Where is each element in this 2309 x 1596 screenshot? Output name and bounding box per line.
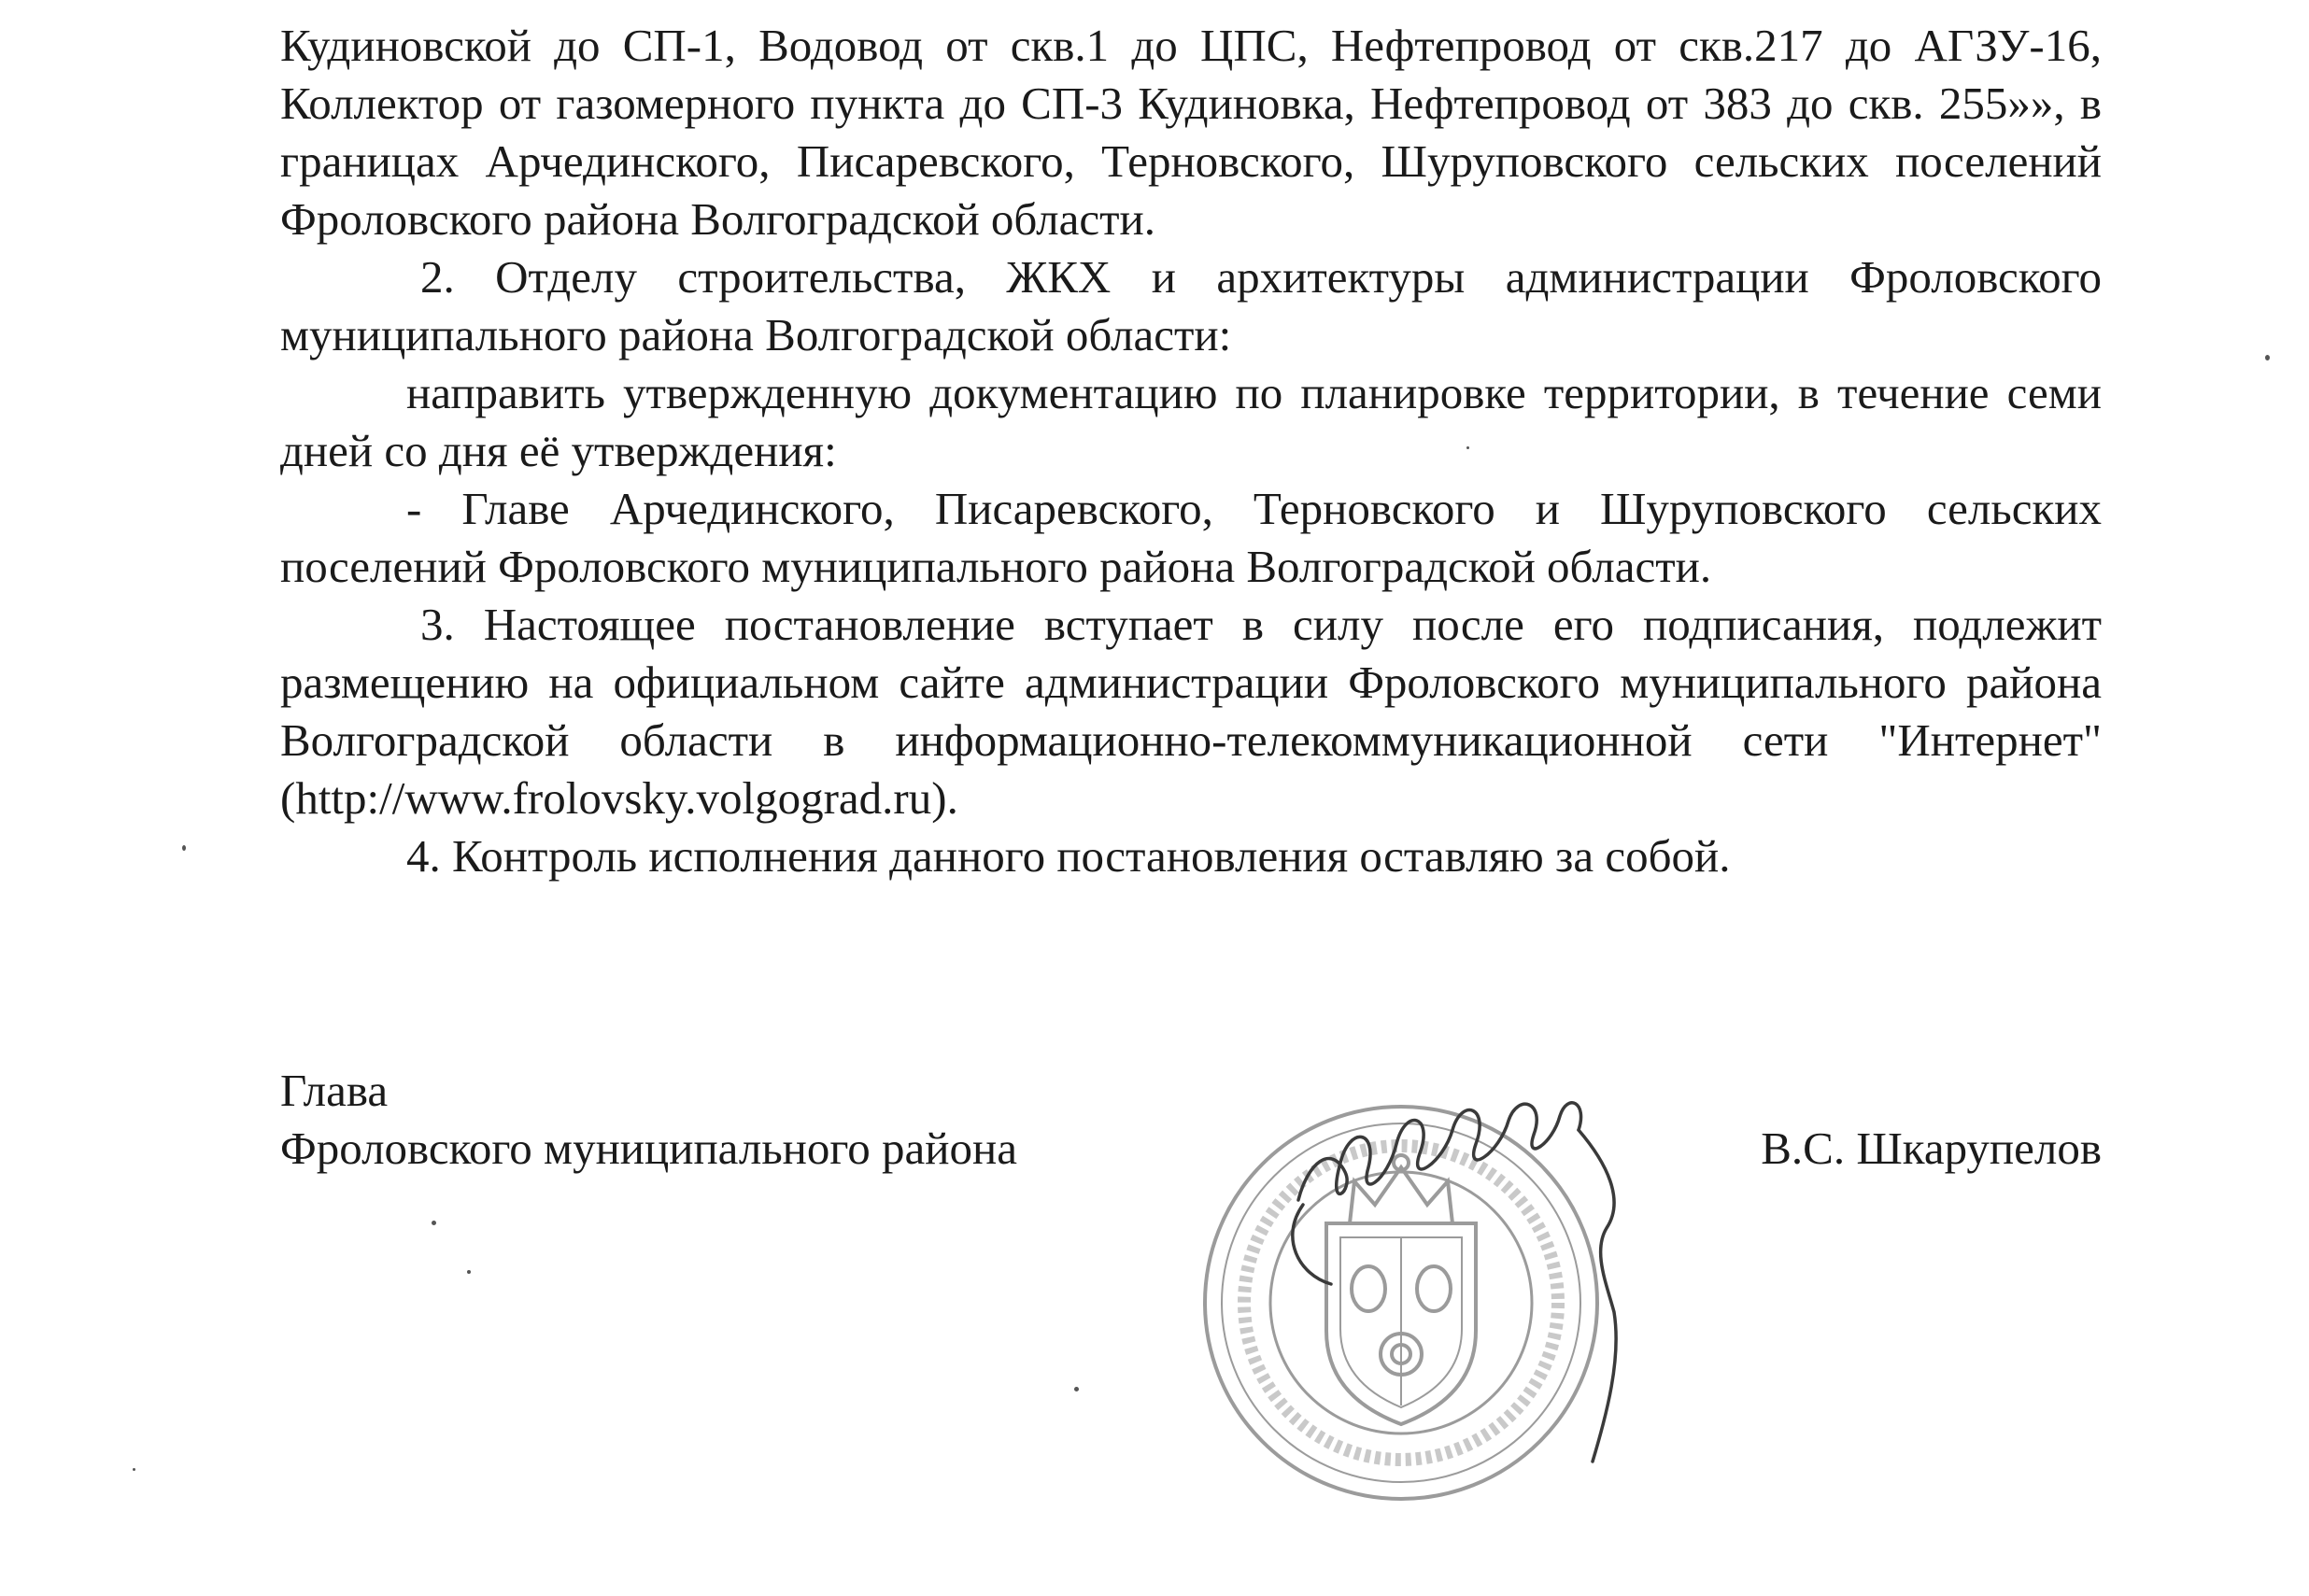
scan-speck [2265,355,2270,360]
scan-speck [1466,446,1469,449]
paragraph-direction: направить утвержденную документацию по планировке территории, в течение семи дней со дня её утверждения: [280,367,2102,476]
scan-speck [182,845,186,851]
document-body [280,17,2102,885]
paragraph-item-4: 4. Контроль исполнения данного постановления оставляю за собой. [406,830,1731,882]
signatory-position [280,1062,1017,1178]
signatory-organization: Фроловского муниципального района [280,1123,1017,1174]
scan-speck [133,1468,135,1471]
paragraph-item-2: 2. Отделу строительства, ЖКХ и архитектуры администрации Фроловского муниципального района Волгоградской области: [280,251,2102,360]
paragraph-recipients: - Главе Арчединского, Писаревского, Терновского и Шуруповского сельских поселений Фроловского муниципального района Волгоградской области. [280,483,2102,592]
signatory-title: Глава [280,1065,389,1116]
scan-speck [467,1270,471,1274]
official-seal-icon [1168,1051,1653,1518]
paragraph-continuation: Кудиновской до СП-1, Водовод от скв.1 до ЦПС, Нефтепровод от скв.217 до АГЗУ-16, Коллектор от газомерного пункта до СП-3 Кудиновка, Нефтепровод от 383 до скв. 255»», в границах Арчединского, Писаревского, Терновского, Шуруповского сельских поселений Фроловского района Волгоградской области. [280,20,2102,245]
scan-speck [432,1221,436,1225]
signatory-name: В.С. Шкарупелов [1761,1123,2102,1174]
paragraph-item-3: 3. Настоящее постановление вступает в силу после его подписания, подлежит размещению на официальном сайте администрации Фроловского муниципального района Волгоградской области в информационно-телекоммуникационной сети "Интернет" (http://www.frolovsky.volgograd.ru). [280,599,2102,824]
scan-speck [1074,1387,1079,1391]
